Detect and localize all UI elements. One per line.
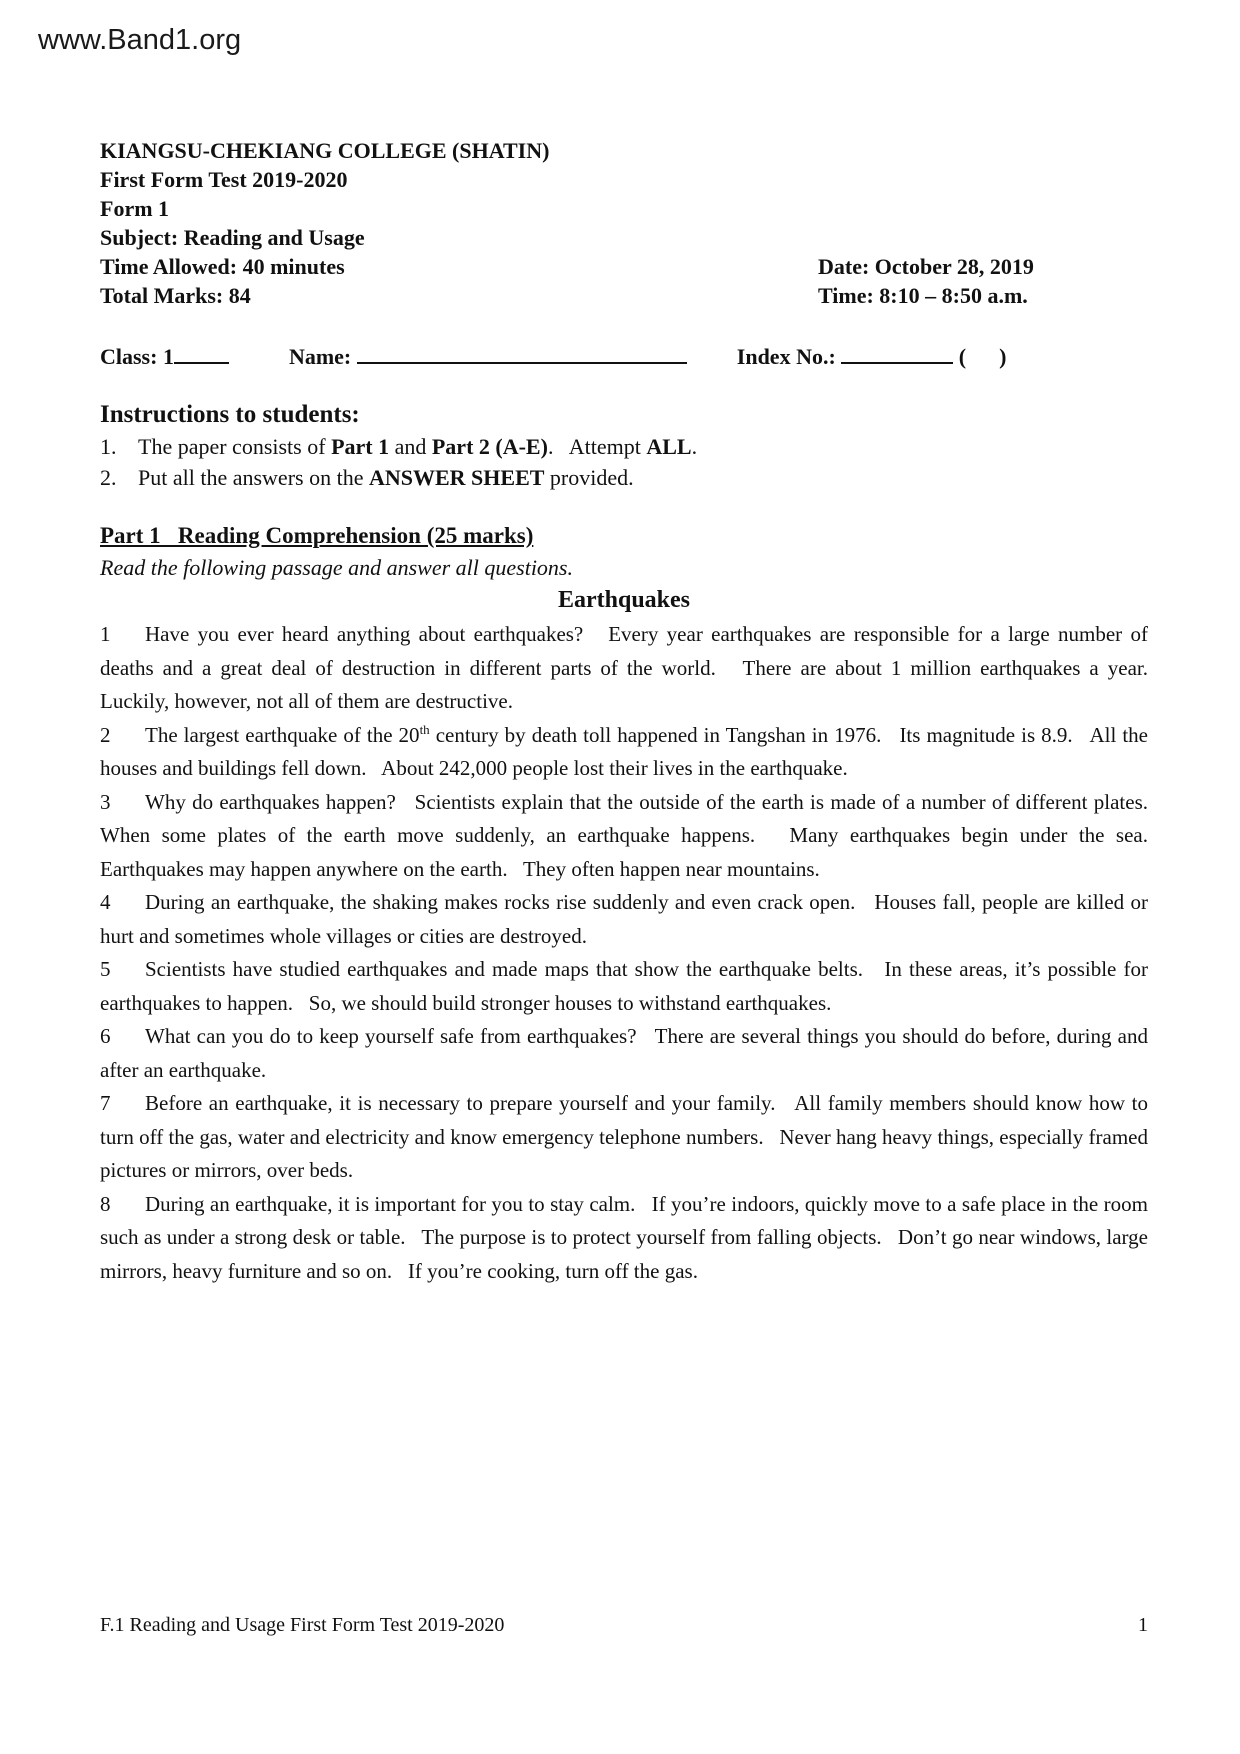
passage-paragraph-7: [100, 1087, 1154, 1188]
instruction-text: .: [691, 434, 698, 459]
passage-title: Earthquakes: [557, 587, 691, 613]
passage-paragraph-3: [100, 786, 1164, 887]
exam-header: [100, 136, 1148, 310]
paragraph-text: During an earthquake, the shaking makes rocks rise suddenly and even crack open. Houses fall, people are killed or hurt and sometimes whole villages or cities are destroyed.: [100, 890, 1154, 948]
paragraph-text: What can you do to keep yourself safe from earthquakes? There are several things you should do before, during and after an earthquake.: [100, 1024, 1154, 1082]
paragraph-text: Scientists have studied earthquakes and made maps that show the earthquake belts. In these areas, it’s possible for earthquakes to happen. So, we should build stronger houses to withstand earthquakes.: [100, 957, 1154, 1015]
instruction-text: and: [389, 434, 432, 459]
part1-subheading: Read the following passage and answer all questions.: [100, 555, 573, 580]
instruction-text: . Attempt: [547, 434, 647, 459]
time-allowed: Time Allowed: 40 minutes: [100, 254, 345, 279]
total-marks: Total Marks: 84: [100, 283, 251, 308]
paragraph-number: 5: [100, 957, 111, 981]
passage-paragraph-8: [100, 1188, 1154, 1289]
instruction-text-bold: Part 2 (A-E): [431, 434, 548, 459]
index-no-label: Index No.:: [736, 344, 842, 369]
paragraph-number: 8: [100, 1191, 111, 1216]
page-number: 1: [1138, 1614, 1148, 1636]
paragraph-number: 1: [100, 622, 111, 646]
paragraph-number: 6: [100, 1024, 111, 1048]
instruction-text-bold: ANSWER SHEET: [368, 465, 545, 490]
paragraph-text: Before an earthquake, it is necessary to prepare yourself and your family. All family members should know how to turn off the gas, water and electricity and know emergency telephone numbers. Never hang heavy things, especially framed pictures or mirrors, over beds.: [100, 1091, 1154, 1182]
subject-line: Subject: Reading and Usage: [100, 225, 365, 250]
paragraph-text: Have you ever heard anything about earthquakes? Every year earthquakes are responsible for a large number of deaths and a great deal of destruction in different parts of the world. There are about 1 million earthquakes a year. Luckily, however, not all of them are destructive.: [100, 622, 1164, 713]
instructions-heading: Instructions to students:: [100, 401, 360, 428]
exam-date: Date: October 28, 2019: [818, 254, 1034, 279]
index-no-blank-line: [841, 342, 953, 364]
passage-paragraph-4: [100, 886, 1154, 953]
paragraph-number: 4: [100, 890, 111, 914]
instruction-text: provided.: [544, 465, 634, 490]
paragraph-text: During an earthquake, it is important for you to stay calm. If you’re indoors, quickly move to a safe place in the room such as under a strong desk or table. The purpose is to protect yourself from falling objects. Don’t go near windows, large mirrors, heavy furniture and so on. If you’re cooking, turn off the gas.: [100, 1191, 1154, 1283]
passage-paragraph-5: [100, 953, 1154, 1020]
passage: [100, 618, 1164, 1288]
instruction-item-1: [100, 431, 1148, 462]
instruction-item-2: [100, 462, 1148, 493]
instruction-text: Put all the answers on the: [138, 465, 369, 490]
test-title: First Form Test 2019-2020: [100, 167, 348, 192]
passage-paragraph-6: [100, 1020, 1154, 1087]
time-allowed-date-row: [100, 252, 1148, 281]
instruction-text-bold: Part 1: [331, 434, 390, 459]
instructions-section: [100, 399, 1148, 493]
ordinal-superscript: th: [419, 721, 430, 737]
footer-title: F.1 Reading and Usage First Form Test 2019-2020: [100, 1614, 505, 1636]
instruction-text: The paper consists of: [138, 434, 332, 459]
class-no-parentheses: ( ): [953, 344, 1007, 369]
name-label: Name:: [288, 344, 357, 369]
paragraph-number: 2: [100, 722, 111, 747]
name-blank-line: [357, 342, 687, 364]
paragraph-text: century by death toll happened in Tangshan in 1976. Its magnitude is 8.9. All the houses and buildings fell down. About 242,000 people lost their lives in the earthquake.: [100, 722, 1154, 780]
part1-heading: Part 1 Reading Comprehension (25 marks): [100, 523, 534, 548]
student-info-row: [100, 342, 1148, 371]
marks-time-row: [100, 281, 1148, 310]
exam-time: Time: 8:10 – 8:50 a.m.: [818, 283, 1028, 308]
instruction-number: 2.: [100, 465, 117, 490]
passage-paragraph-2: [100, 719, 1154, 786]
paragraph-number: 7: [100, 1091, 111, 1115]
page-footer: [100, 1612, 1148, 1638]
watermark: www.Band1.org: [38, 24, 242, 56]
school-name: KIANGSU-CHEKIANG COLLEGE (SHATIN): [100, 138, 550, 163]
part1-section: [100, 520, 1164, 1288]
class-blank-line: [174, 342, 229, 364]
paragraph-text: Why do earthquakes happen? Scientists explain that the outside of the earth is made of a number of different plates. When some plates of the earth move suddenly, an earthquake happens. Many earthquakes begin under the sea. Earthquakes may happen anywhere on the earth. They often happen near mountains.: [100, 789, 1164, 881]
class-label: Class: 1: [100, 344, 174, 369]
form-level: Form 1: [100, 196, 170, 221]
passage-paragraph-1: [100, 618, 1164, 719]
paragraph-number: 3: [100, 789, 111, 814]
instruction-number: 1.: [100, 434, 117, 459]
paragraph-text: The largest earthquake of the 20: [145, 722, 420, 747]
instruction-text-bold: ALL: [646, 434, 692, 459]
